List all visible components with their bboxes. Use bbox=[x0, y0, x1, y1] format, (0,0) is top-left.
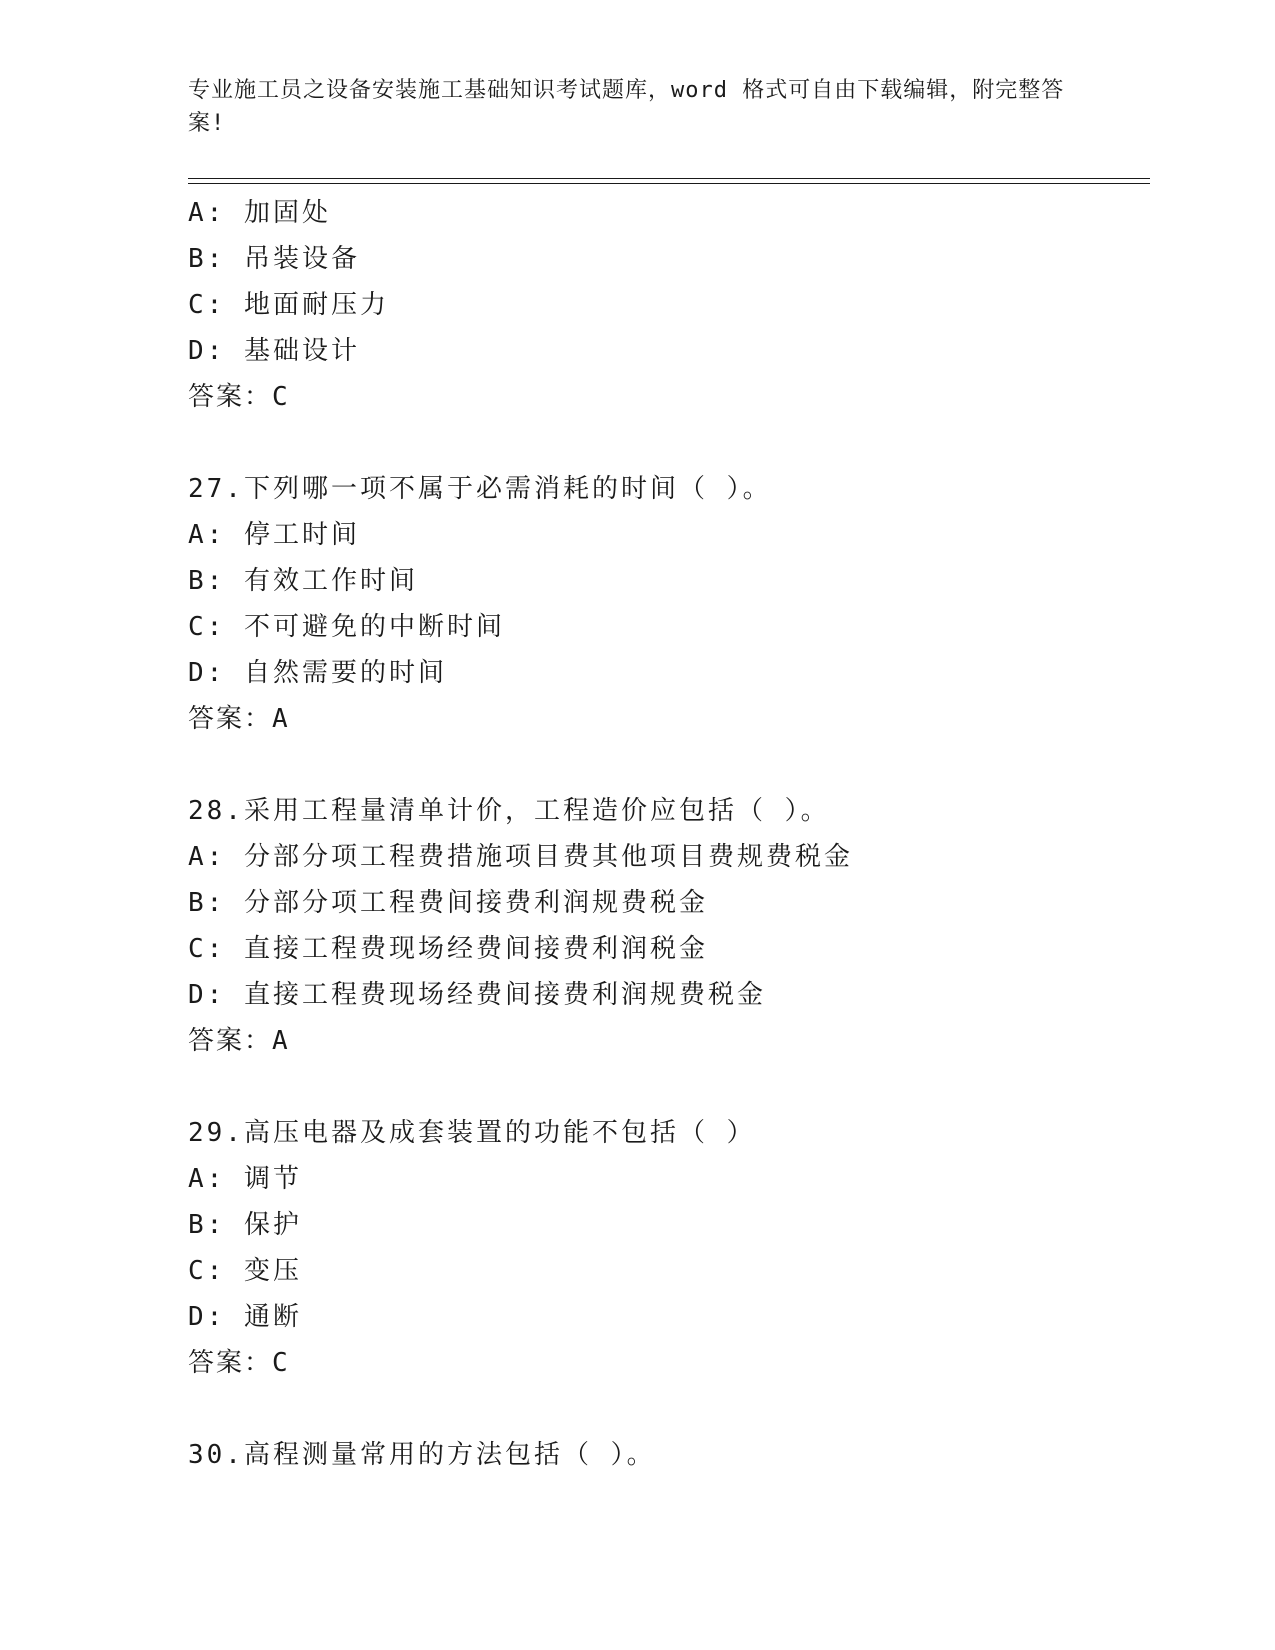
answer-label: 答案： bbox=[188, 382, 273, 412]
answer-line bbox=[188, 1018, 1148, 1064]
option-a: A: 加固处 bbox=[188, 198, 331, 228]
answer-label: 答案： bbox=[188, 704, 273, 734]
question-title: 29.高压电器及成套装置的功能不包括（ ） bbox=[188, 1118, 756, 1148]
option-b: B: 保护 bbox=[188, 1210, 302, 1240]
question-29 bbox=[188, 1110, 1148, 1386]
option-d: D: 自然需要的时间 bbox=[188, 658, 447, 688]
document-intro: 专业施工员之设备安装施工基础知识考试题库，word 格式可自由下载编辑，附完整答案! bbox=[188, 78, 1065, 136]
question-28 bbox=[188, 788, 1148, 1064]
option-c: C: 不可避免的中断时间 bbox=[188, 612, 505, 642]
question-list bbox=[188, 190, 1148, 1478]
option-a: A: 调节 bbox=[188, 1164, 302, 1194]
question-26-continuation bbox=[188, 190, 1148, 420]
header-divider-top bbox=[188, 178, 1150, 179]
option-d: D: 基础设计 bbox=[188, 336, 360, 366]
answer-label: 答案： bbox=[188, 1026, 273, 1056]
header-divider-bottom bbox=[188, 183, 1150, 184]
question-30 bbox=[188, 1432, 1148, 1478]
answer-value: C bbox=[272, 382, 290, 412]
option-b: B: 有效工作时间 bbox=[188, 566, 418, 596]
option-b: B: 吊装设备 bbox=[188, 244, 360, 274]
answer-line bbox=[188, 696, 1148, 742]
answer-line bbox=[188, 1340, 1148, 1386]
answer-value: A bbox=[272, 704, 290, 734]
option-c: C: 变压 bbox=[188, 1256, 302, 1286]
question-title: 27.下列哪一项不属于必需消耗的时间（ ）。 bbox=[188, 474, 772, 504]
answer-line bbox=[188, 374, 1148, 420]
option-c: C: 直接工程费现场经费间接费利润税金 bbox=[188, 934, 708, 964]
question-27 bbox=[188, 466, 1148, 742]
option-d: D: 直接工程费现场经费间接费利润规费税金 bbox=[188, 980, 766, 1010]
option-a: A: 分部分项工程费措施项目费其他项目费规费税金 bbox=[188, 842, 853, 872]
answer-value: A bbox=[272, 1026, 290, 1056]
option-d: D: 通断 bbox=[188, 1302, 302, 1332]
option-c: C: 地面耐压力 bbox=[188, 290, 389, 320]
answer-value: C bbox=[272, 1348, 290, 1378]
option-b: B: 分部分项工程费间接费利润规费税金 bbox=[188, 888, 708, 918]
answer-label: 答案： bbox=[188, 1348, 273, 1378]
question-title: 28.采用工程量清单计价，工程造价应包括（ ）。 bbox=[188, 796, 830, 826]
option-a: A: 停工时间 bbox=[188, 520, 360, 550]
question-title: 30.高程测量常用的方法包括（ ）。 bbox=[188, 1440, 656, 1470]
